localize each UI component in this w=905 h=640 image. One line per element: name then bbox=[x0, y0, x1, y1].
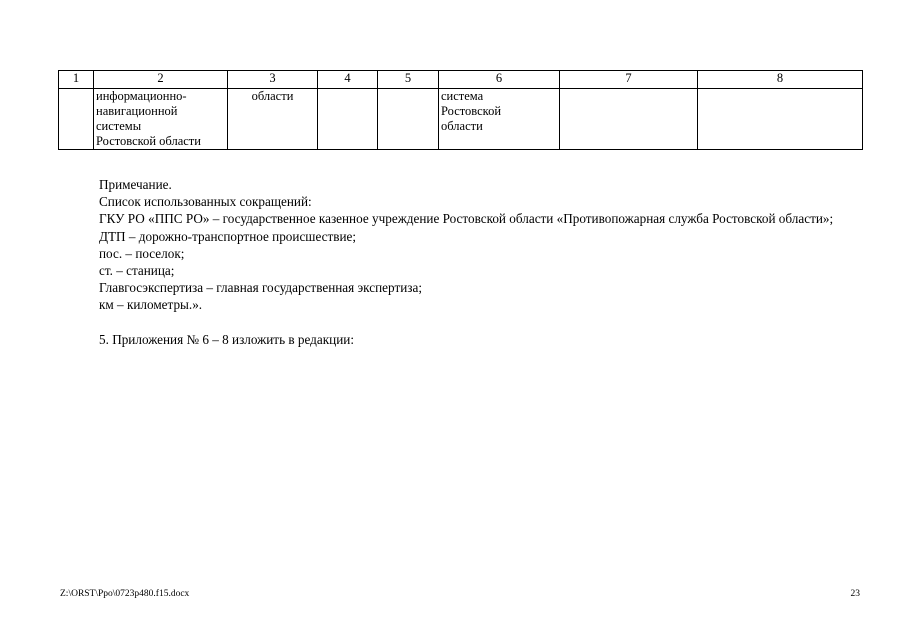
notes-section bbox=[58, 176, 861, 348]
header-cell: 1 bbox=[59, 71, 94, 89]
header-cell: 8 bbox=[698, 71, 863, 89]
page-number: 23 bbox=[850, 589, 860, 599]
cell-line: области bbox=[441, 119, 483, 133]
cell-line: система bbox=[441, 89, 484, 103]
continuation-table bbox=[58, 70, 863, 150]
abbreviation-item: ст. – станица; bbox=[99, 263, 175, 279]
abbreviation-item: ДТП – дорожно-транспортное происшествие; bbox=[99, 228, 357, 244]
table-cell bbox=[59, 89, 94, 150]
abbreviation-item: пос. – поселок; bbox=[99, 245, 185, 261]
table-cell-region: области bbox=[228, 89, 318, 150]
header-cell: 2 bbox=[94, 71, 228, 89]
abbreviation-item: ГКУ РО «ППС РО» – государственное казенное учреждение Ростовской области «Противопожарная служба Ростовской области»; bbox=[99, 211, 834, 227]
table-cell bbox=[318, 89, 378, 150]
header-cell: 6 bbox=[439, 71, 560, 89]
header-cell: 3 bbox=[228, 71, 318, 89]
table-cell-system bbox=[439, 89, 560, 150]
footer-file-path: Z:\ORST\Ppo\0723p480.f15.docx bbox=[60, 589, 190, 599]
header-cell: 5 bbox=[378, 71, 439, 89]
table-cell bbox=[698, 89, 863, 150]
paragraph-gap bbox=[58, 314, 861, 331]
amendment-item: 5. Приложения № 6 – 8 изложить в редакции: bbox=[99, 331, 354, 347]
abbreviations-heading: Список использованных сокращений: bbox=[99, 194, 312, 210]
cell-line: информационно- bbox=[96, 89, 187, 103]
cell-line: Ростовской bbox=[441, 104, 502, 118]
note-title: Примечание. bbox=[99, 177, 172, 192]
cell-line: системы bbox=[96, 119, 142, 133]
table-cell bbox=[378, 89, 439, 150]
abbreviation-item: км – километры.». bbox=[99, 297, 203, 313]
table-row bbox=[59, 89, 863, 150]
header-cell: 7 bbox=[560, 71, 698, 89]
abbreviation-item: Главгосэкспертиза – главная государственная экспертиза; bbox=[99, 280, 422, 296]
table-cell bbox=[560, 89, 698, 150]
header-cell: 4 bbox=[318, 71, 378, 89]
table-header-row bbox=[59, 71, 863, 89]
cell-line: навигационной bbox=[96, 104, 178, 118]
table-cell-system-name bbox=[94, 89, 228, 150]
cell-line: Ростовской области bbox=[96, 134, 201, 148]
